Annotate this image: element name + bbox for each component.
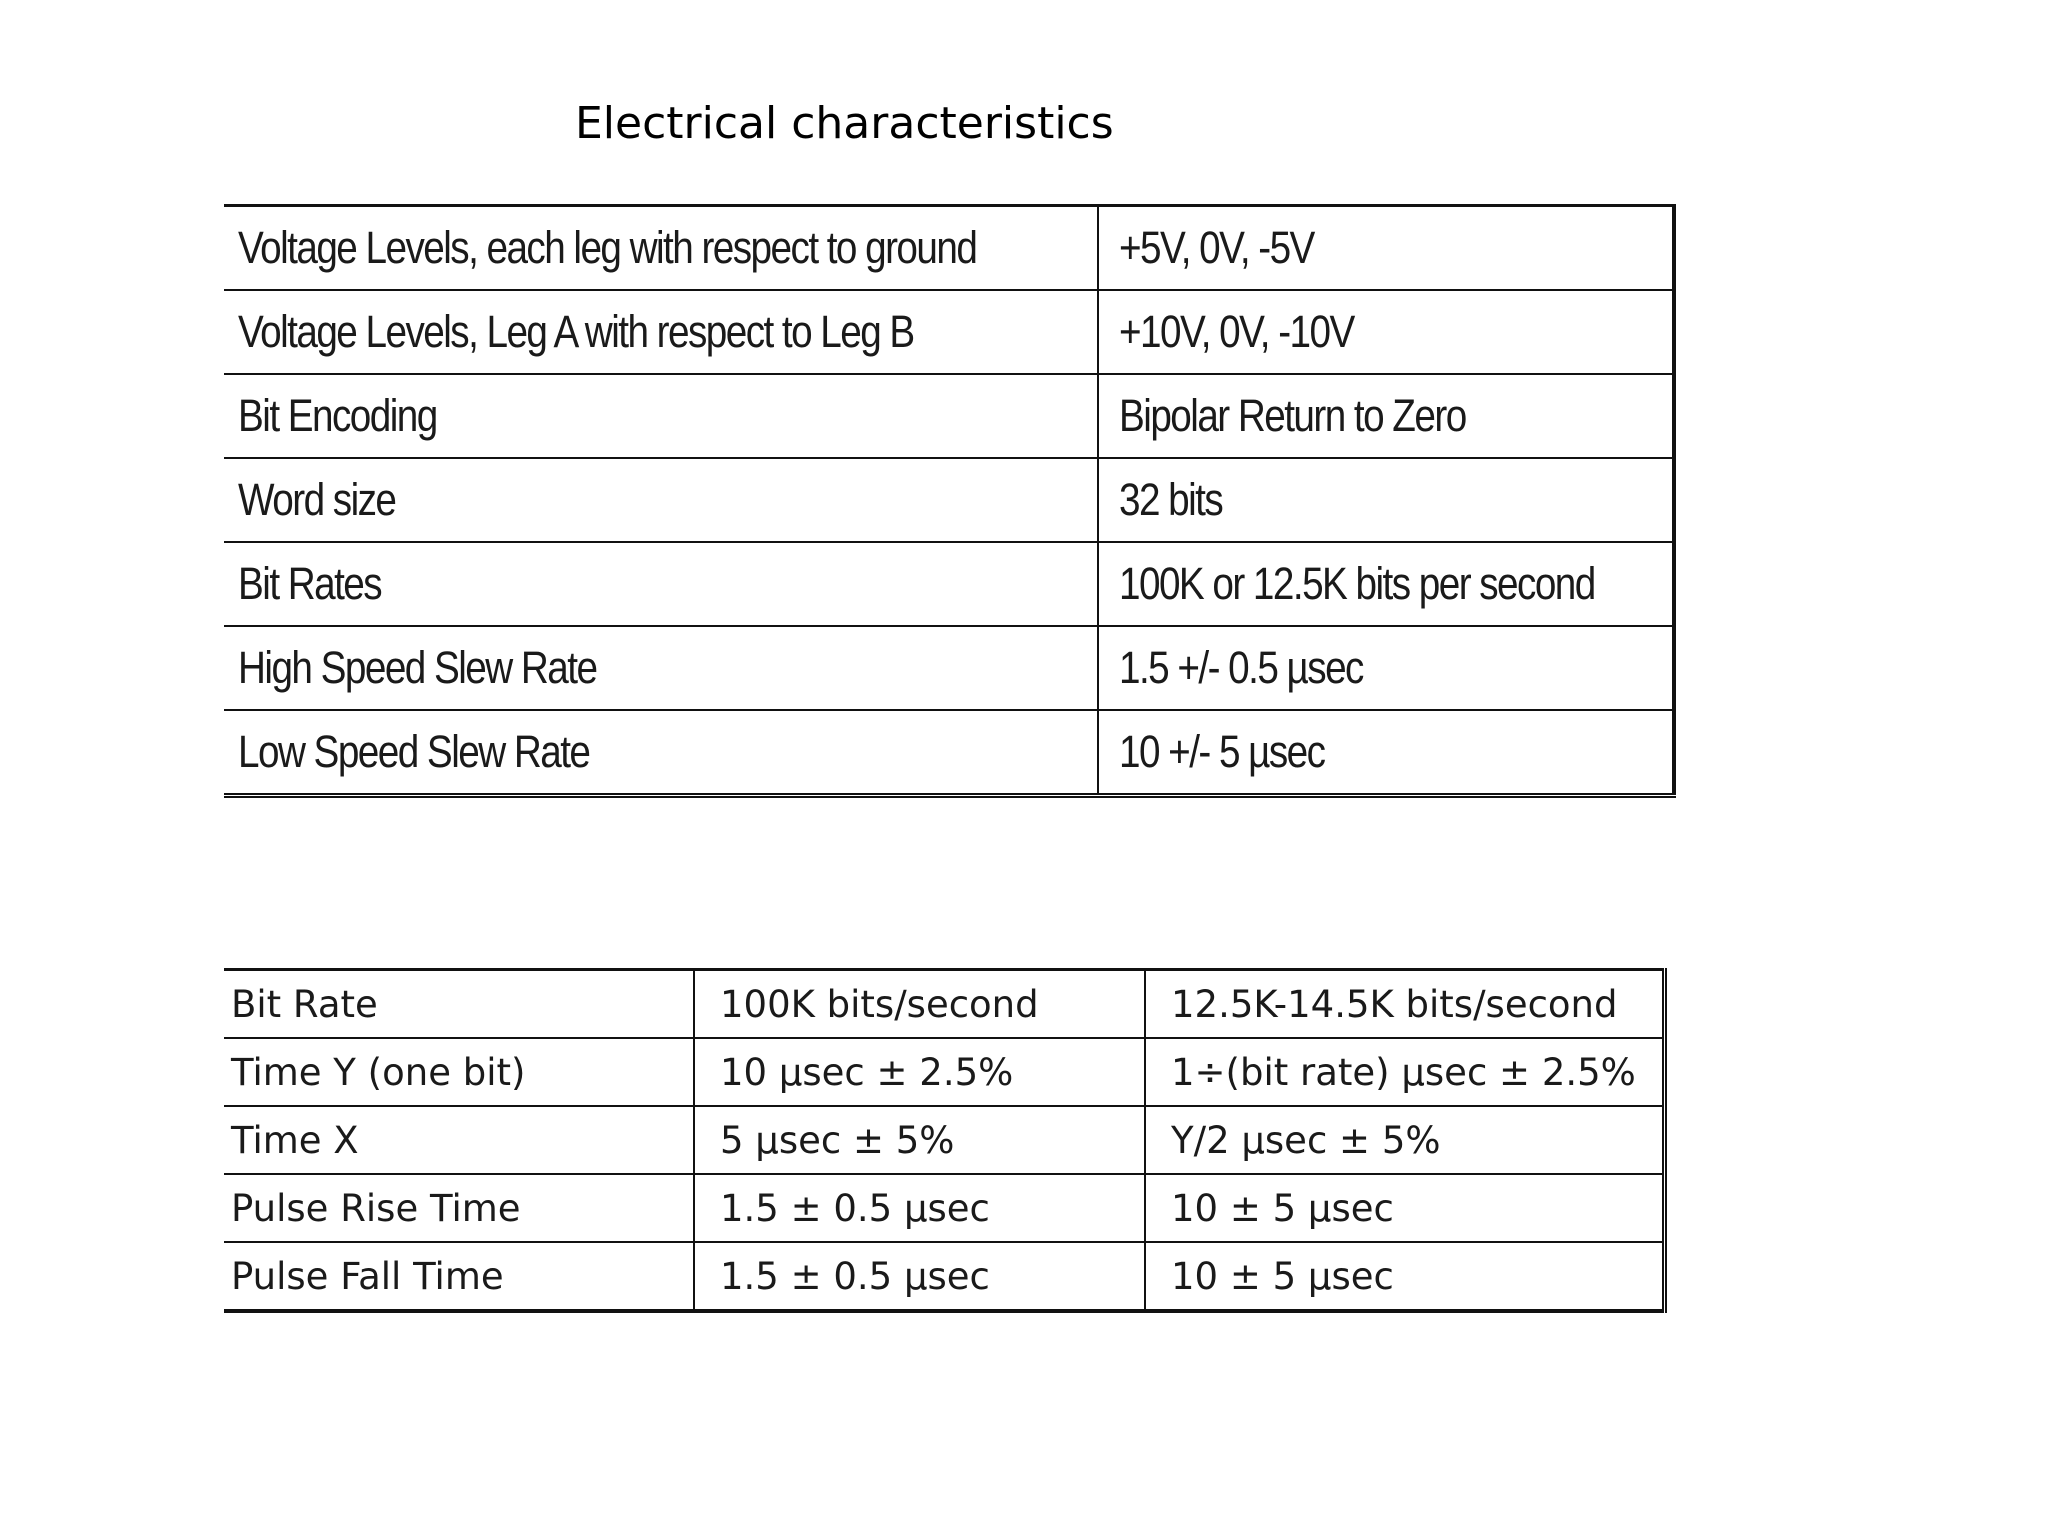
low-speed-cell: 10 ± 5 µsec <box>1171 1254 1394 1298</box>
table-row <box>224 1038 1665 1106</box>
parameter-label: Voltage Levels, Leg A with respect to Leg B <box>238 306 914 357</box>
table-row <box>224 710 1674 796</box>
parameter-cell: Pulse Fall Time <box>224 1242 694 1311</box>
value-label: +10V, 0V, -10V <box>1118 306 1354 357</box>
characteristics-table <box>224 204 1676 798</box>
parameter-label: Bit Rates <box>238 558 382 609</box>
value-cell <box>1098 710 1674 796</box>
table-row <box>224 374 1674 458</box>
low-speed-cell: 10 ± 5 µsec <box>1145 1174 1665 1242</box>
parameter-cell: Time Y (one bit) <box>224 1038 694 1106</box>
high-speed-cell: 100K bits/second <box>694 970 1145 1039</box>
low-speed-cell: 12.5K-14.5K bits/second <box>1145 970 1665 1039</box>
parameter-cell: Bit Rate <box>224 970 694 1039</box>
table-row <box>224 970 1665 1039</box>
parameter-cell <box>224 626 1098 710</box>
value-cell <box>1098 374 1674 458</box>
parameter-cell <box>224 710 1098 796</box>
parameter-cell <box>224 290 1098 374</box>
parameter-label: Low Speed Slew Rate <box>238 726 590 777</box>
parameter-cell <box>224 374 1098 458</box>
low-speed-cell: Y/2 µsec ± 5% <box>1145 1106 1665 1174</box>
value-label: Bipolar Return to Zero <box>1118 390 1466 441</box>
low-speed-cell: 1÷(bit rate) µsec ± 2.5% <box>1145 1038 1665 1106</box>
value-cell <box>1098 626 1674 710</box>
value-cell <box>1098 458 1674 542</box>
table-row <box>224 458 1674 542</box>
parameter-label: High Speed Slew Rate <box>238 642 597 693</box>
parameter-cell: Time X <box>224 1106 694 1174</box>
value-cell <box>1098 542 1674 626</box>
parameter-cell <box>224 206 1098 291</box>
value-cell <box>1098 206 1674 291</box>
value-label: +5V, 0V, -5V <box>1118 222 1314 273</box>
value-label: 10 +/- 5 µsec <box>1118 726 1324 777</box>
parameter-cell: Pulse Rise Time <box>224 1174 694 1242</box>
parameter-cell <box>224 458 1098 542</box>
parameter-cell <box>224 542 1098 626</box>
table-row <box>224 206 1674 291</box>
table-row <box>224 1106 1665 1174</box>
high-speed-cell: 1.5 ± 0.5 µsec <box>694 1242 1145 1311</box>
high-speed-cell: 1.5 ± 0.5 µsec <box>694 1174 1145 1242</box>
table-row <box>224 1174 1665 1242</box>
slide-title: Electrical characteristics <box>575 98 1114 149</box>
high-speed-cell: 5 µsec ± 5% <box>694 1106 1145 1174</box>
table-row <box>224 542 1674 626</box>
parameter-label: Word size <box>238 474 396 525</box>
parameter-label: Voltage Levels, each leg with respect to ground <box>238 222 977 273</box>
table-row <box>224 290 1674 374</box>
timing-table <box>224 968 1667 1313</box>
value-label: 100K or 12.5K bits per second <box>1118 558 1595 609</box>
table-row <box>224 1242 1665 1311</box>
value-label: 1.5 +/- 0.5 µsec <box>1118 642 1363 693</box>
high-speed-cell: 10 µsec ± 2.5% <box>694 1038 1145 1106</box>
value-label: 32 bits <box>1118 474 1222 525</box>
parameter-label: Bit Encoding <box>238 390 437 441</box>
table-row <box>224 626 1674 710</box>
value-cell <box>1098 290 1674 374</box>
